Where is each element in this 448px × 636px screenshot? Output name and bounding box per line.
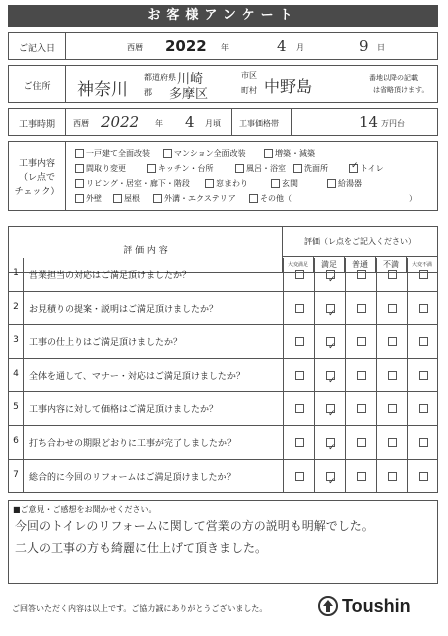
rating-checkbox[interactable] bbox=[295, 404, 304, 413]
checkbox-icon[interactable] bbox=[349, 164, 358, 173]
work-option[interactable] bbox=[113, 193, 140, 204]
checkbox-icon[interactable] bbox=[235, 164, 244, 173]
city-suffix: 市区 bbox=[241, 71, 257, 80]
date-month-field[interactable]: 4 bbox=[277, 37, 287, 55]
question-number: 7 bbox=[13, 469, 19, 480]
rating-checkbox[interactable] bbox=[326, 404, 335, 413]
date-day-unit: 日 bbox=[377, 43, 385, 52]
question-row bbox=[8, 292, 438, 326]
rating-checkbox[interactable] bbox=[419, 371, 428, 380]
rating-checkbox[interactable] bbox=[326, 304, 335, 313]
question-number: 3 bbox=[13, 335, 19, 346]
work-option-label: トイレ bbox=[360, 164, 384, 173]
checkbox-icon[interactable] bbox=[249, 194, 258, 203]
rating-checkbox[interactable] bbox=[295, 337, 304, 346]
work-option[interactable] bbox=[75, 163, 126, 174]
rating-checkbox[interactable] bbox=[357, 270, 366, 279]
rating-checkbox[interactable] bbox=[357, 472, 366, 481]
district-field[interactable]: 多摩区 bbox=[169, 87, 209, 102]
work-label-line2: （レ点で bbox=[18, 173, 55, 183]
price-field[interactable]: 14 bbox=[359, 113, 379, 131]
rating-checkbox[interactable] bbox=[419, 438, 428, 447]
rating-checkbox[interactable] bbox=[388, 304, 397, 313]
comments-line2[interactable]: 二人の工事の方も綺麗に仕上げて頂きました。 bbox=[15, 541, 268, 555]
work-option-label: 増築・減築 bbox=[275, 149, 315, 158]
other-close-paren: ） bbox=[409, 194, 417, 203]
work-option[interactable] bbox=[147, 163, 213, 174]
work-option-label: キッチン・台所 bbox=[158, 164, 214, 173]
question-number: 6 bbox=[13, 436, 19, 446]
work-option-label: 窓まわり bbox=[216, 179, 248, 188]
comments-box bbox=[8, 500, 438, 584]
rating-checkbox[interactable] bbox=[357, 438, 366, 447]
checkbox-icon[interactable] bbox=[327, 179, 336, 188]
brand-name: Toushin bbox=[342, 596, 411, 616]
rating-checkbox[interactable] bbox=[388, 472, 397, 481]
rating-checkbox[interactable] bbox=[388, 337, 397, 346]
checkbox-icon[interactable] bbox=[75, 179, 84, 188]
date-day-field[interactable]: 9 bbox=[359, 37, 369, 55]
checkbox-icon[interactable] bbox=[264, 149, 273, 158]
rating-checkbox[interactable] bbox=[295, 371, 304, 380]
survey-header-content: 評 価 内 容 bbox=[9, 227, 283, 273]
address-label: ご住所 bbox=[23, 82, 51, 92]
period-month-field[interactable]: 4 bbox=[185, 113, 195, 131]
price-unit: 万円台 bbox=[381, 119, 405, 128]
checkbox-icon[interactable] bbox=[163, 149, 172, 158]
work-option[interactable] bbox=[205, 178, 248, 189]
work-option[interactable] bbox=[163, 148, 246, 159]
rating-checkbox[interactable] bbox=[419, 270, 428, 279]
work-option[interactable] bbox=[327, 178, 362, 189]
question-text: 全体を通して、マナー・対応はご満足頂けましたか？ bbox=[29, 371, 245, 382]
question-row bbox=[8, 392, 438, 426]
question-row bbox=[8, 460, 438, 494]
checkbox-icon[interactable] bbox=[75, 164, 84, 173]
rating-checkbox[interactable] bbox=[357, 404, 366, 413]
date-label: ご記入日 bbox=[18, 44, 55, 54]
date-row bbox=[8, 32, 438, 60]
work-option[interactable] bbox=[153, 193, 236, 204]
checkbox-icon[interactable] bbox=[75, 149, 84, 158]
district-suffix: 郡 bbox=[144, 88, 152, 97]
period-month-unit: 月頃 bbox=[205, 119, 221, 128]
pref-suffix: 都道府県 bbox=[144, 73, 176, 82]
period-label: 工事時期 bbox=[18, 120, 55, 130]
checkbox-icon[interactable] bbox=[293, 164, 302, 173]
rating-checkbox[interactable] bbox=[388, 438, 397, 447]
rating-checkbox[interactable] bbox=[326, 270, 335, 279]
rating-checkbox[interactable] bbox=[326, 371, 335, 380]
work-option-label: マンション全面改装 bbox=[174, 149, 246, 158]
work-option-label: 玄関 bbox=[282, 179, 298, 188]
question-number: 4 bbox=[13, 368, 19, 379]
city-field[interactable]: 川崎 bbox=[177, 72, 204, 87]
work-option[interactable] bbox=[235, 163, 286, 174]
rating-checkbox[interactable] bbox=[419, 304, 428, 313]
price-label: 工事価格帯 bbox=[239, 119, 279, 128]
date-month-unit: 月 bbox=[296, 43, 304, 52]
question-row bbox=[8, 359, 438, 393]
survey-title: お客様アンケート bbox=[8, 5, 438, 27]
address-row bbox=[8, 65, 438, 103]
work-option-label: 洗面所 bbox=[304, 164, 328, 173]
period-row bbox=[8, 108, 438, 136]
rating-column-header: 大変満足 bbox=[283, 257, 314, 273]
rating-checkbox[interactable] bbox=[357, 371, 366, 380]
question-number: 1 bbox=[13, 268, 19, 278]
rating-checkbox[interactable] bbox=[295, 270, 304, 279]
work-row bbox=[8, 141, 438, 211]
rating-checkbox[interactable] bbox=[326, 472, 335, 481]
checkbox-icon[interactable] bbox=[75, 194, 84, 203]
rating-checkbox[interactable] bbox=[357, 304, 366, 313]
work-option[interactable] bbox=[249, 193, 292, 204]
rating-checkbox[interactable] bbox=[388, 404, 397, 413]
rating-checkbox[interactable] bbox=[357, 337, 366, 346]
work-label-line3: チェック） bbox=[14, 187, 60, 197]
rating-checkbox[interactable] bbox=[388, 270, 397, 279]
comments-line1[interactable]: 今回のトイレのリフォームに関して営業の方の説明も明解でした。 bbox=[15, 519, 374, 533]
rating-column-header: 普通 bbox=[345, 257, 376, 273]
footer-text: ご回答いただく内容は以上です。ご協力誠にありがとうございました。 bbox=[12, 604, 268, 613]
survey-header-rating: 評価（レ点をご記入ください） bbox=[283, 227, 438, 257]
work-option[interactable] bbox=[349, 163, 384, 174]
brand-logo-icon bbox=[318, 596, 338, 616]
question-row bbox=[8, 426, 438, 460]
work-option[interactable] bbox=[264, 148, 315, 159]
date-year-field[interactable]: 2022 bbox=[165, 37, 207, 55]
work-option-label: その他（ bbox=[260, 194, 292, 203]
rating-checkbox[interactable] bbox=[326, 337, 335, 346]
rating-checkbox[interactable] bbox=[419, 404, 428, 413]
work-option-label: 屋根 bbox=[124, 194, 140, 203]
checkbox-icon[interactable] bbox=[153, 194, 162, 203]
rating-checkbox[interactable] bbox=[295, 472, 304, 481]
town-field[interactable]: 中野島 bbox=[264, 77, 313, 96]
work-option-label: リビング・居室・廊下・階段 bbox=[86, 179, 190, 188]
work-option[interactable] bbox=[293, 163, 328, 174]
work-label-line1: 工事内容 bbox=[18, 159, 55, 169]
comments-label: ■ご意見・ご感想をお聞かせください。 bbox=[13, 505, 157, 514]
rating-checkbox[interactable] bbox=[295, 304, 304, 313]
work-option-label: 風呂・浴室 bbox=[246, 164, 286, 173]
period-era: 西暦 bbox=[73, 119, 89, 128]
work-option-label: 外壁 bbox=[86, 194, 102, 203]
period-year-unit: 年 bbox=[155, 119, 163, 128]
checkbox-icon[interactable] bbox=[271, 179, 280, 188]
prefecture-field[interactable]: 神奈川 bbox=[77, 80, 128, 100]
question-text: 営業担当の対応はご満足頂けましたか？ bbox=[29, 271, 192, 281]
rating-checkbox[interactable] bbox=[295, 438, 304, 447]
address-note-line1: 番地以降の記載 bbox=[369, 74, 418, 82]
date-year-unit: 年 bbox=[221, 43, 229, 52]
rating-checkbox[interactable] bbox=[326, 438, 335, 447]
rating-column-header: 大変不満 bbox=[407, 257, 438, 273]
rating-checkbox[interactable] bbox=[388, 371, 397, 380]
rating-column-header: 満足 bbox=[314, 257, 345, 273]
date-era: 西暦 bbox=[127, 43, 143, 52]
address-note-line2: は省略頂けます。 bbox=[373, 86, 429, 94]
checkbox-icon[interactable] bbox=[205, 179, 214, 188]
question-row bbox=[8, 258, 438, 292]
rating-checkbox[interactable] bbox=[419, 337, 428, 346]
work-option-label: 外溝・エクステリア bbox=[164, 194, 236, 203]
town-suffix: 町村 bbox=[241, 86, 257, 95]
work-option[interactable] bbox=[75, 148, 150, 159]
question-text: 総合的に今回のリフォームはご満足頂けましたか？ bbox=[29, 472, 236, 483]
work-option-label: 一戸建て全面改装 bbox=[86, 149, 150, 158]
checkbox-icon[interactable] bbox=[113, 194, 122, 203]
work-option[interactable] bbox=[75, 178, 190, 189]
question-text: お見積りの提案・説明はご満足頂けましたか？ bbox=[29, 304, 219, 315]
rating-checkbox[interactable] bbox=[419, 472, 428, 481]
rating-column-header: 不満 bbox=[376, 257, 407, 273]
checkbox-icon[interactable] bbox=[147, 164, 156, 173]
question-number: 5 bbox=[13, 402, 19, 413]
question-number: 2 bbox=[13, 301, 19, 312]
question-text: 打ち合わせの期限どおりに工事が完了しましたか？ bbox=[29, 439, 237, 449]
work-option[interactable] bbox=[75, 193, 102, 204]
work-option-label: 給湯器 bbox=[338, 179, 362, 188]
work-option-label: 間取り変更 bbox=[86, 164, 126, 173]
work-option[interactable] bbox=[271, 178, 298, 189]
period-year-field[interactable]: 2022 bbox=[101, 113, 140, 131]
question-text: 工事の仕上りはご満足頂けましたか？ bbox=[29, 338, 183, 349]
question-text: 工事内容に対して価格はご満足頂けましたか？ bbox=[29, 405, 219, 416]
question-row bbox=[8, 325, 438, 359]
